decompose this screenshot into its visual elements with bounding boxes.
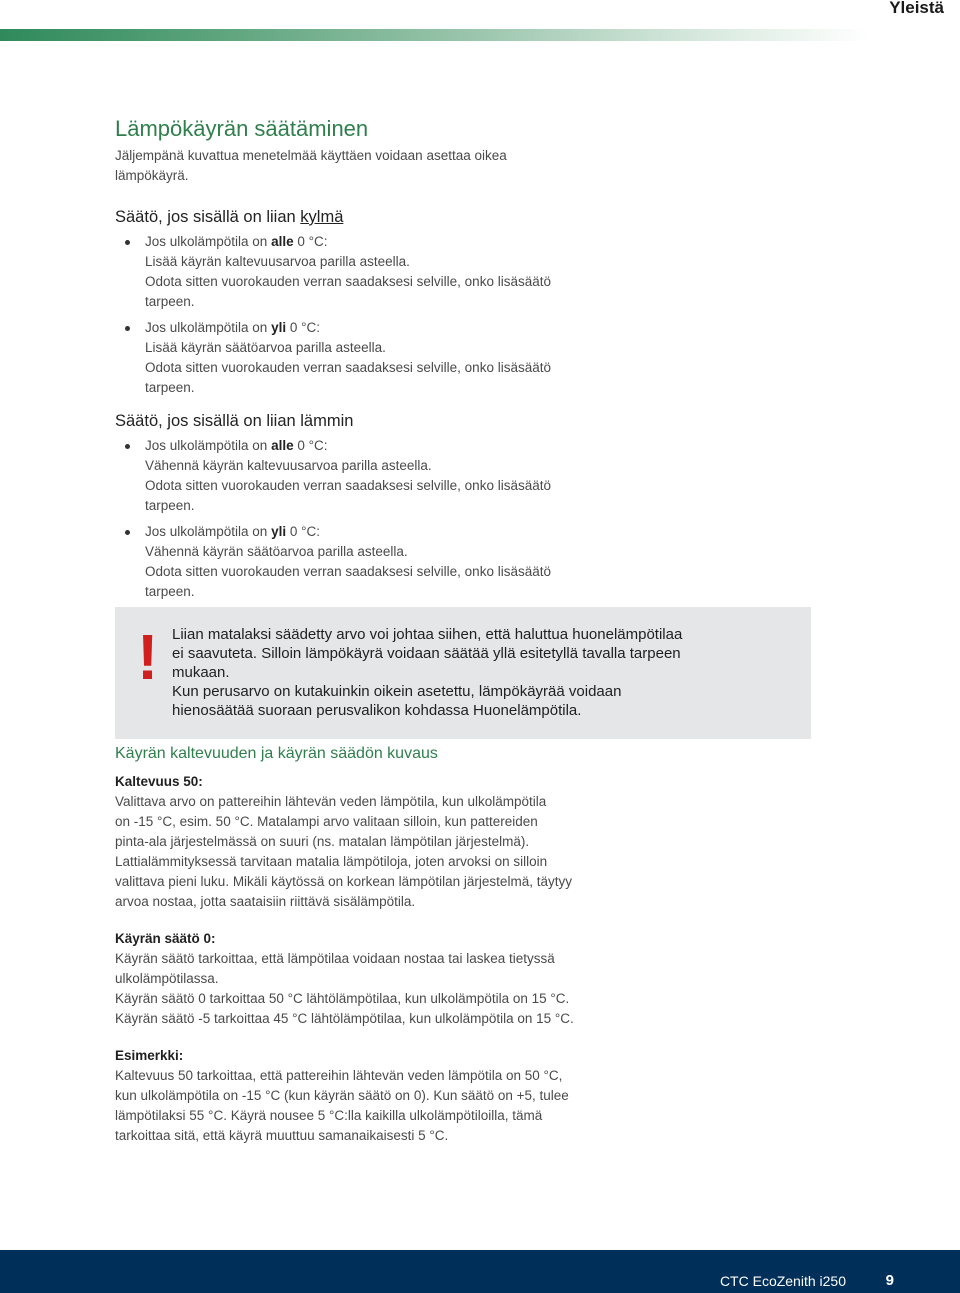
example-heading: Esimerkki: bbox=[115, 1048, 184, 1063]
slope-line: Valittava arvo on pattereihin lähtevän veden lämpötila, kun ulkolämpötila bbox=[115, 794, 547, 809]
cold-heading-prefix: Säätö, jos sisällä on liian bbox=[115, 208, 301, 226]
list-item bbox=[115, 436, 815, 516]
item-line: Lisää käyrän säätöarvoa parilla asteella. bbox=[145, 340, 386, 355]
cold-heading bbox=[115, 206, 815, 228]
bullet-icon bbox=[125, 444, 130, 449]
page-title: Lämpökäyrän säätäminen bbox=[115, 116, 369, 141]
item-keyword: alle bbox=[271, 234, 294, 249]
adjust-line: ulkolämpötilassa. bbox=[115, 971, 219, 986]
bullet-icon bbox=[125, 530, 130, 535]
item-keyword: yli bbox=[271, 524, 287, 539]
example-section bbox=[115, 1046, 675, 1146]
item-line: Odota sitten vuorokauden verran saadaksesi selville, onko lisäsäätö bbox=[145, 360, 551, 375]
slope-heading: Kaltevuus 50: bbox=[115, 774, 203, 789]
slope-line: on -15 °C, esim. 50 °C. Matalampi arvo valitaan silloin, kun pattereiden bbox=[115, 814, 538, 829]
warning-line: hienosäätää suoraan perusvalikon kohdassa Huonelämpötila. bbox=[172, 702, 582, 719]
item-condition-end: 0 °C: bbox=[286, 524, 321, 539]
footer-bar bbox=[0, 1250, 960, 1293]
item-condition: Jos ulkolämpötila on bbox=[145, 524, 272, 539]
warning-line: Kun perusarvo on kutakuinkin oikein asetettu, lämpökäyrää voidaan bbox=[172, 683, 622, 700]
item-line: Odota sitten vuorokauden verran saadaksesi selville, onko lisäsäätö bbox=[145, 274, 551, 289]
adjust-line: Käyrän säätö 0 tarkoittaa 50 °C lähtölämpötilaa, kun ulkolämpötila on 15 °C. bbox=[115, 991, 570, 1006]
slope-line: pinta-ala järjestelmässä on suuri (ns. matalan lämpötilan järjestelmä). bbox=[115, 834, 530, 849]
section-label: Yleistä bbox=[889, 0, 944, 17]
item-line: tarpeen. bbox=[145, 584, 195, 599]
item-condition-end: 0 °C: bbox=[286, 320, 321, 335]
item-keyword: yli bbox=[271, 320, 287, 335]
intro-text: Jäljempänä kuvattua menetelmää käyttäen voidaan asettaa oikea lämpökäyrä. bbox=[115, 148, 507, 183]
item-condition: Jos ulkolämpötila on bbox=[145, 320, 272, 335]
warm-heading: Säätö, jos sisällä on liian lämmin bbox=[115, 412, 354, 430]
warning-box bbox=[115, 607, 811, 739]
adjust-line: Käyrän säätö -5 tarkoittaa 45 °C lähtölämpötilaa, kun ulkolämpötila on 15 °C. bbox=[115, 1011, 574, 1026]
warning-line: mukaan. bbox=[172, 664, 230, 681]
bullet-icon bbox=[125, 326, 130, 331]
item-condition-end: 0 °C: bbox=[293, 438, 328, 453]
item-condition: Jos ulkolämpötila on bbox=[145, 438, 272, 453]
adjust-heading: Käyrän säätö 0: bbox=[115, 931, 216, 946]
item-line: Odota sitten vuorokauden verran saadaksesi selville, onko lisäsäätö bbox=[145, 564, 551, 579]
bullet-icon bbox=[125, 240, 130, 245]
footer-product-name: CTC EcoZenith i250 bbox=[719, 1273, 846, 1289]
slope-section bbox=[115, 772, 675, 912]
item-condition-end: 0 °C: bbox=[293, 234, 328, 249]
example-line: kun ulkolämpötila on -15 °C (kun käyrän säätö on 0). Kun säätö on +5, tulee bbox=[115, 1088, 569, 1103]
item-line: tarpeen. bbox=[145, 498, 195, 513]
cold-list bbox=[115, 232, 815, 398]
exclamation-icon: ! bbox=[137, 621, 159, 693]
example-line: tarkoittaa sitä, että käyrä muuttuu samanaikaisesti 5 °C. bbox=[115, 1128, 449, 1143]
description-title: Käyrän kaltevuuden ja käyrän säädön kuvaus bbox=[115, 745, 438, 762]
header-gradient-bar bbox=[0, 29, 870, 41]
list-item bbox=[115, 522, 815, 602]
warning-text bbox=[172, 625, 792, 720]
item-keyword: alle bbox=[271, 438, 294, 453]
example-line: Kaltevuus 50 tarkoittaa, että pattereihin lähtevän veden lämpötila on 50 °C, bbox=[115, 1068, 563, 1083]
slope-line: valittava pieni luku. Mikäli käytössä on korkean lämpötilan järjestelmä, täytyy bbox=[115, 874, 572, 889]
item-condition: Jos ulkolämpötila on bbox=[145, 234, 272, 249]
item-line: Lisää käyrän kaltevuusarvoa parilla asteella. bbox=[145, 254, 410, 269]
item-line: tarpeen. bbox=[145, 294, 195, 309]
warm-list bbox=[115, 436, 815, 602]
main-content bbox=[115, 116, 815, 602]
cold-heading-word: kylmä bbox=[300, 208, 344, 226]
adjust-section bbox=[115, 929, 675, 1029]
warning-line: Liian matalaksi säädetty arvo voi johtaa siihen, että haluttua huonelämpötilaa bbox=[172, 626, 683, 643]
adjust-line: Käyrän säätö tarkoittaa, että lämpötilaa voidaan nostaa tai laskea tietyssä bbox=[115, 951, 555, 966]
item-line: Vähennä käyrän kaltevuusarvoa parilla asteella. bbox=[145, 458, 432, 473]
slope-line: arvoa nostaa, jotta saataisiin riittävä sisälämpötila. bbox=[115, 894, 416, 909]
item-line: Vähennä käyrän säätöarvoa parilla asteella. bbox=[145, 544, 408, 559]
item-line: tarpeen. bbox=[145, 380, 195, 395]
warning-line: ei saavuteta. Silloin lämpökäyrä voidaan säätää yllä esitetyllä tavalla tarpeen bbox=[172, 645, 681, 662]
slope-line: Lattialämmityksessä tarvitaan matalia lämpötiloja, joten arvoksi on silloin bbox=[115, 854, 548, 869]
list-item bbox=[115, 318, 815, 398]
item-line: Odota sitten vuorokauden verran saadaksesi selville, onko lisäsäätö bbox=[145, 478, 551, 493]
list-item bbox=[115, 232, 815, 312]
example-line: lämpötilaksi 55 °C. Käyrä nousee 5 °C:lla kaikilla ulkolämpötiloilla, tämä bbox=[115, 1108, 543, 1123]
page-number: 9 bbox=[885, 1272, 894, 1289]
